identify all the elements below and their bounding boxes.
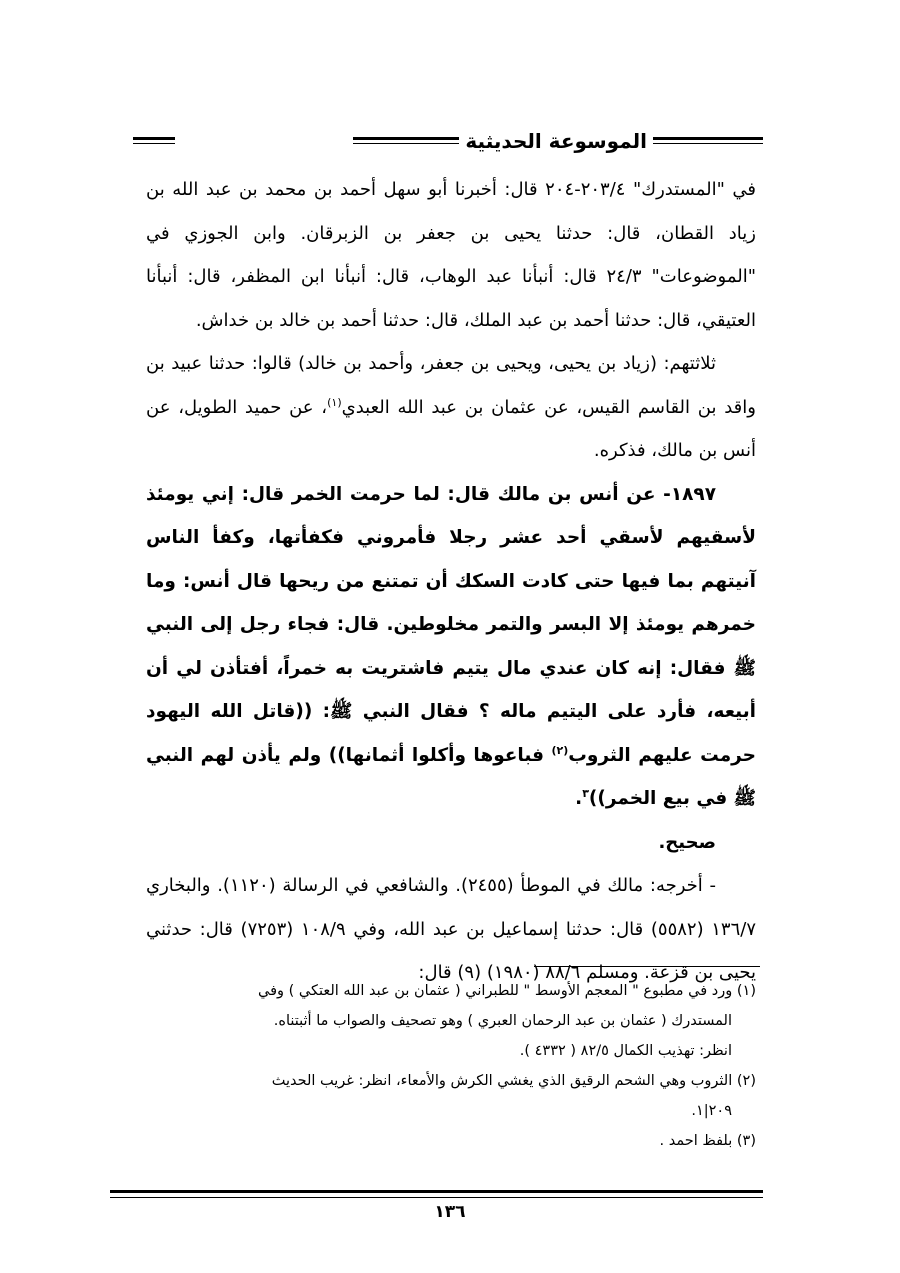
takhrij-paragraph: - أخرجه: مالك في الموطأ (٢٤٥٥). والشافعي في الرسالة (١١٢٠). والبخاري ١٣٦/٧ (٥٥٨٢) قال: حدثنا إسماعيل بن عبد الله، وفي ١٠٨/٩ (٧٢٥٣) قال: حدثني يحيى بن قزعة. ومسلم ٨٨/٦ (١٩٨٠) (٩) قال: xyxy=(146,875,757,983)
header-title: الموسوعة الحديثية xyxy=(459,124,653,158)
footnote-ref-2[interactable]: (٢) xyxy=(551,743,569,757)
hadith-text-b: فباعوها وأكلوا أثمانها)) ولم يأذن لهم النبي ﷺ في بيع الخمر)) xyxy=(146,744,756,809)
paragraph-isnad-2-text-a: ثلاثتهم: (زياد بن يحيى، ويحيى بن جعفر، وأحمد بن خالد) قالوا: حدثنا عبيد بن واقد بن القاسم القيس، عن عثمان بن عبد الله العبدي xyxy=(146,353,756,418)
footnote-separator xyxy=(534,966,760,967)
footnote-2-line-1: (٢) الثروب وهي الشحم الرقيق الذي يغشي الكرش والأمعاء، انظر: غريب الحديث xyxy=(271,1073,756,1089)
footnotes xyxy=(146,976,756,1156)
paragraph-isnad-2 xyxy=(146,342,756,473)
hadith-text-a: ١٨٩٧- عن أنس بن مالك قال: لما حرمت الخمر قال: إني يومئذ لأسقيهم لأسقي أحد عشر رجلا فأمروني فكفأتها، وكفأ الناس آنيتهم بما فيها حتى كادت السكك أن تمتنع من ريحها قال أنس: وما خمرهم يومئذ إلا البسر والتمر مخلوطين. قال: فجاء رجل إلى النبي ﷺ فقال: إنه كان عندي مال يتيم فاشتريت به خمراً، أفتأذن لي أن أبيعه، فأرد على اليتيم ماله ؟ فقال النبي ﷺ: ((قاتل الله اليهود حرمت عليهم الثروب xyxy=(146,483,756,766)
paragraph-isnad-1: في "المستدرك" ٢٠٣/٤-٢٠٤ قال: أخبرنا أبو سهل أحمد بن محمد بن عبد الله بن زياد القطان، قال: حدثنا يحيى بن جعفر بن الزبرقان. وابن الجوزي في "الموضوعات" ٢٤/٣ قال: أنبأنا عبد الوهاب، قال: أنبأنا ابن المظفر، قال: أنبأنا العتيقي، قال: حدثنا أحمد بن عبد الملك، قال: حدثنا أحمد بن خالد بن خداش. xyxy=(146,179,756,331)
hadith-text-end: . xyxy=(575,788,583,809)
body-text xyxy=(146,168,756,995)
footnote-1-line-3: انظر: تهذيب الكمال ٨٢/٥ ( ٤٣٣٢ ). xyxy=(519,1043,732,1059)
footnote-2-line-2: ٢٠٩|١. xyxy=(691,1103,732,1119)
footnote-ref-3[interactable]: ٣ xyxy=(582,786,589,800)
page-number: ١٣٦ xyxy=(434,1202,466,1222)
footnote-3: (٣) بلفظ احمد . xyxy=(659,1133,756,1149)
running-header xyxy=(133,124,763,158)
footnote-ref-1[interactable]: (١) xyxy=(327,395,342,409)
footnote-1-line-1: (١) ورد في مطبوع " المعجم الأوسط " للطبراني ( عثمان بن عبد الله العتكي ) وفي xyxy=(257,983,756,999)
header-rule-left xyxy=(133,137,175,144)
paragraph-isnad-2-text-b: ، عن حميد الطويل، عن أنس بن مالك، فذكره. xyxy=(146,396,756,461)
hadith-text xyxy=(146,473,756,821)
hadith-grade: صحيح. xyxy=(658,831,716,853)
bottom-rule xyxy=(110,1190,763,1198)
footnote-1-line-2: المستدرك ( عثمان بن عبد الرحمان العبري ) وهو تصحيف والصواب ما أثبتناه. xyxy=(273,1013,732,1029)
